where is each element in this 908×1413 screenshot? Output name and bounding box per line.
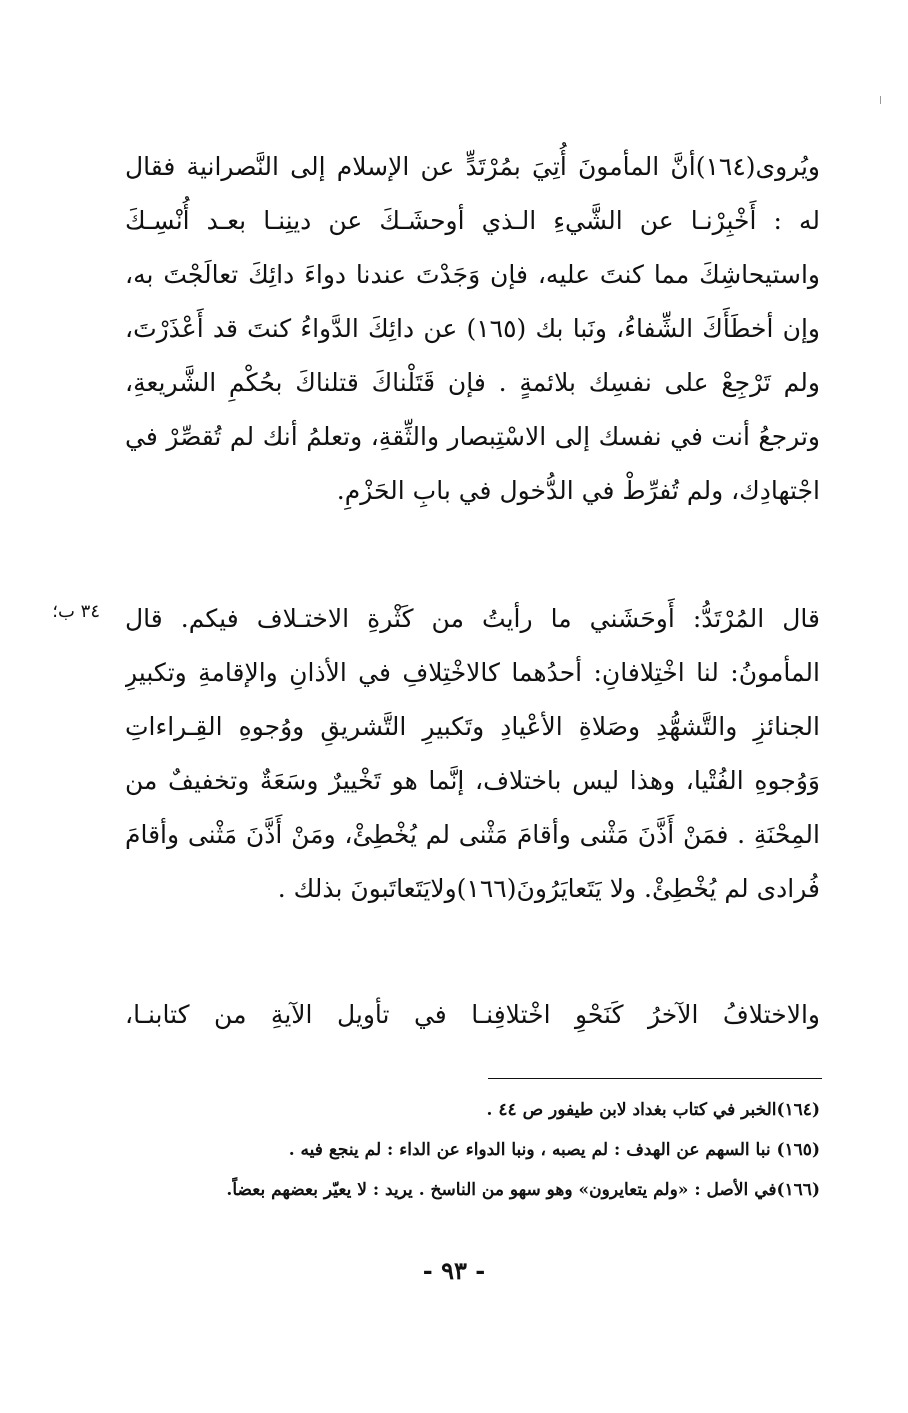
- footnote-164: (١٦٤)الخبر في كتاب بغداد لابن طيفور ص ٤٤ .: [486, 1100, 820, 1120]
- text-line: المِحْنَةِ . فمَنْ أَذَّنَ مَثْنى وأقامَ مَثْنى لم يُخْطِئْ، ومَنْ أَذَّنَ مَثْنى وأقامَ: [125, 820, 820, 849]
- text-line: واستيحاشِكَ مما كنتَ عليه، فإن وَجَدْتَ عندنا دواءَ دائِكَ تعالَجْتَ به،: [125, 260, 820, 289]
- text-line: وترجعُ أنت في نفسك إلى الاسْتِبصار والثِّقةِ، وتعلمُ أنك لم تُقصِّرْ في: [125, 422, 820, 451]
- text-line: له : أَخْبِرْنـا عن الشَّيءِ الـذي أوحشَـكَ عن دينِنـا بعـد أُنْسِـكَ: [125, 206, 820, 235]
- footnote-165: (١٦٥) نبا السهم عن الهدف : لم يصبه ، ونبا الدواء عن الداء : لم ينجع فيه .: [288, 1140, 820, 1160]
- text-line: ولم تَرْجِعْ على نفسِك بلائمةٍ . فإن قَتَلْناكَ قتلناكَ بحُكْمِ الشَّريعةِ،: [125, 368, 820, 397]
- paragraph-2: [125, 592, 820, 916]
- text-line: المأمونُ: لنا اخْتِلافانِ: أحدُهما كالاخْتِلافِ في الأذانِ والإقامةِ وتكبيرِ: [125, 658, 820, 687]
- text-line: وَوُجوهِ الفُتْيا، وهذا ليس باختلاف، إنَّما هو تَخْييرٌ وسَعَةٌ وتخفيفٌ من: [125, 766, 820, 795]
- text-line: اجْتهادِك، ولم تُفرِّطْ في الدُّخول في بابِ الحَزْمِ.: [336, 476, 820, 505]
- footnote-166: (١٦٦)في الأصل : «ولم يتعايرون» وهو سهو من الناسخ . يريد : لا يعيّر بعضهم بعضاً.: [226, 1180, 820, 1200]
- text-line: وإن أخطَأَكَ الشِّفاءُ، ونَبا بك (١٦٥) عن دائِكَ الدَّواءُ كنتَ قد أَعْذَرْتَ،: [125, 314, 820, 343]
- text-line: قال المُرْتَدُّ: أَوحَشَني ما رأيتُ من كَثْرةِ الاختـلاف فيكم. قال: [125, 604, 820, 633]
- footnotes: [100, 1090, 820, 1210]
- text-line: الجنائزِ والتَّشهُّدِ وصَلاةِ الأعْيادِ وتَكبيرِ التَّشريقِ ووُجوهِ القِـراءاتِ: [125, 712, 820, 741]
- scan-edge-mark: [880, 96, 881, 104]
- text-line: ويُروى(١٦٤)أنَّ المأمونَ أُتِيَ بمُرْتَدٍّ عن الإسلام إلى النَّصرانية فقال: [125, 152, 820, 181]
- paragraph-1: [125, 140, 820, 518]
- footnote-separator: [488, 1078, 822, 1079]
- page-number: - ٩٣ -: [422, 1256, 486, 1285]
- margin-folio-note: ٣٤ ب؛: [52, 601, 100, 622]
- text-line: والاختلافُ الآخرُ كَنَحْوِ اخْتلافِنـا في تأويل الآيةِ من كتابنـا،: [125, 1000, 820, 1029]
- text-line: فُرادى لم يُخْطِئْ. ولا يَتَعايَرُونَ(١٦٦)ولايَتَعاتَبونَ بذلك .: [277, 874, 820, 903]
- paragraph-3: [125, 988, 820, 1042]
